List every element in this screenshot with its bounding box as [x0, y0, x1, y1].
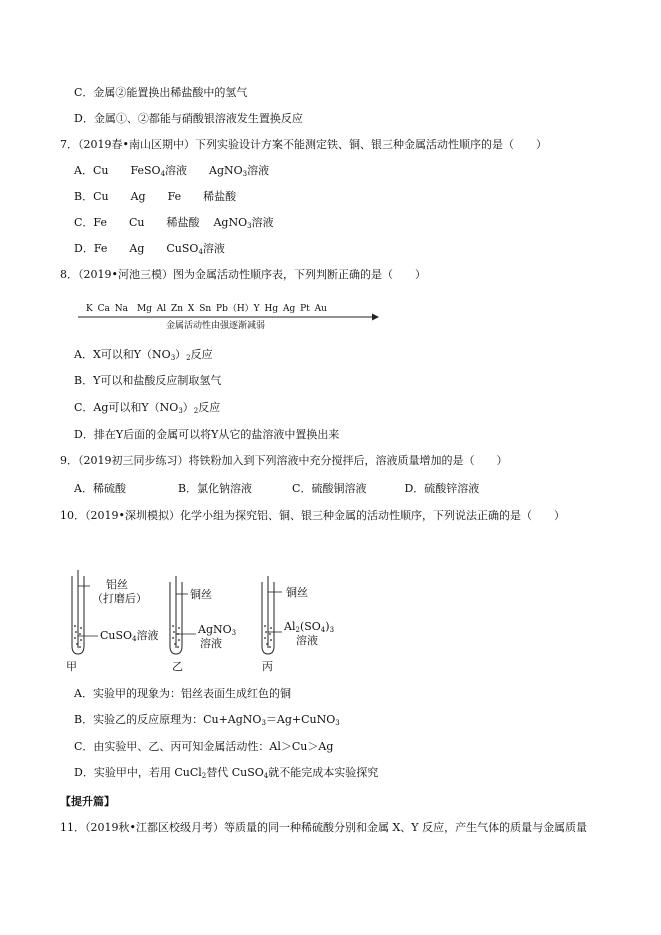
q10-option-a: A．实验甲的现象为：铝丝表面生成红色的铜	[74, 687, 291, 700]
tube2-solution: AgNO$_3$	[198, 623, 237, 637]
tube3-solution: $Al_2(SO_4)_3$	[284, 620, 335, 634]
question-11: 11．（2019秋•江都区校级月考）等质量的同一种稀硫酸分别和金属 X、Y 反应，产生气体的质量与金属质量	[60, 821, 588, 834]
tube3-wire-label: 铜丝	[286, 586, 308, 599]
tube1-solution: CuSO$_4$溶液	[100, 629, 159, 643]
q8-option-b: B．Y可以和盐酸反应制取氢气	[74, 374, 222, 387]
option-d-line: D．金属①、②都能与硝酸银溶液发生置换反应	[74, 112, 303, 125]
question-8: 8．（2019•河池三模）图为金属活动性顺序表，下列判断正确的是（ ）	[60, 268, 426, 281]
q10-option-c: C．由实验甲、乙、丙可知金属活动性：Al＞Cu＞Ag	[74, 740, 334, 753]
question-9: 9．（2019初三同步练习）将铁粉加入到下列溶液中充分搅拌后，溶液质量增加的是（ ）	[60, 454, 508, 467]
question-7: 7．（2019春•南山区期中）下列实验设计方案不能测定铁、铜、银三种金属活动性顺序的是（ ）	[60, 138, 547, 151]
tube1-label: 甲	[66, 660, 77, 673]
tube2-solution-2: 溶液	[200, 637, 222, 650]
q8-option-d: D．排在Y后面的金属可以将Y从它的盐溶液中置换出来	[74, 428, 340, 441]
tube1-note: （打磨后）	[92, 592, 147, 605]
tube1-wire-label: 铝丝	[106, 578, 128, 591]
q10-option-b: B．实验乙的反应原理为：Cu+AgNO$_3$＝Ag+CuNO$_3$	[74, 713, 340, 727]
q7-option-a: A．Cu FeSO$_4$溶液 AgNO$_3$溶液	[74, 164, 270, 178]
tube2-wire-label: 铜丝	[190, 588, 212, 601]
q7-option-d: D．Fe Ag CuSO$_4$溶液	[74, 242, 225, 256]
activity-caption: 金属活动性由强逐渐减弱	[166, 321, 266, 331]
question-10: 10．（2019•深圳模拟）化学小组为探究铝、铜、银三种金属的活动性顺序，下列说法正确的是（ ）	[60, 509, 565, 522]
option-c-line: C．金属②能置换出稀盐酸中的氢气	[74, 86, 248, 99]
section-heading: 【提升篇】	[60, 795, 115, 808]
activity-series: K Ca Na Mg Al Zn X Sn Pb（H）Y Hg Ag Pt Au	[86, 304, 327, 314]
q8-option-a: A．X可以和$Y(NO_3)_2$反应	[74, 348, 213, 362]
q7-option-c: C．Fe Cu 稀盐酸 AgNO$_3$溶液	[74, 216, 274, 230]
q9-options: A．稀硫酸 B．氯化钠溶液 C．硫酸铜溶液 D．硫酸锌溶液	[74, 482, 480, 495]
tube2-label: 乙	[172, 660, 183, 673]
q10-option-d: D．实验甲中，若用 CuCl$_2$替代 CuSO$_4$就不能完成本实验探究	[74, 766, 379, 780]
q8-option-c: C．Ag可以和$Y(NO_3)_2$反应	[74, 401, 221, 415]
q7-option-b: B．Cu Ag Fe 稀盐酸	[74, 190, 237, 203]
tube3-label: 丙	[262, 660, 273, 673]
tube3-solution-2: 溶液	[296, 634, 318, 647]
